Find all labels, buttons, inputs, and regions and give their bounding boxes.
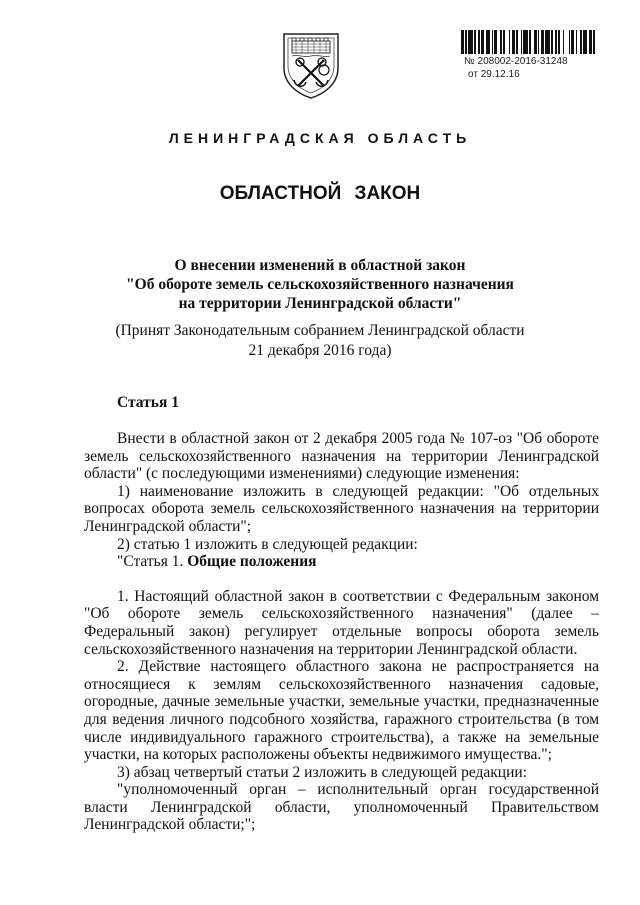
law-title [0,256,640,313]
law-title-line: О внесении изменений в областной закон [174,257,466,274]
coat-of-arms-emblem [278,30,344,100]
registration-number: № 208002-2016-31248 [464,56,568,67]
paragraph: 1. Настоящий областной закон в соответствии с Федеральным законом "Об обороте земель сельскохозяйственного назначения" (далее – Федеральный закон) регулирует отдельные вопросы оборота земель сельскохозяйственного назначения на территории Ленинградской области. [84,587,599,658]
region-heading: ЛЕНИНГРАДСКАЯ ОБЛАСТЬ [168,130,472,146]
paragraph: Внести в областной закон от 2 декабря 2005 года № 107-оз "Об обороте земель сельскохозяйственного назначения на территории Ленинградской области" (с последующими изменениями) следующие изменения: [84,430,599,483]
article-heading: Статья 1 [117,394,179,411]
paragraph: 3) абзац четвертый статьи 2 изложить в следующей редакции: [117,763,527,781]
barcode-bar [595,30,598,54]
paragraph: 1) наименование изложить в следующей редакции: "Об отдельных вопросах оборота земель сельскохозяйственного назначения на территории Ленинградской области"; [84,482,599,535]
section-title: Общие положения [187,553,317,571]
adoption-note [0,321,640,361]
adoption-note-line: (Принят Законодательным собранием Ленинградской области [115,322,525,339]
paragraph-prefix: "Статья 1. [117,553,188,571]
coat-of-arms-icon [278,30,344,100]
paragraph [84,553,599,571]
paragraph: 2. Действие настоящего областного закона не распространяется на относящиеся к землям сельскохозяйственного назначения садовые, огородные, дачные земельные участки, земельные участки, предназначенные для ведения личного подсобного хозяйства, гаражного строительства (в том числе индивидуального гаражного строительства), а также на земельные участки, на которых расположены объекты недвижимого имущества."; [84,658,599,764]
paragraph: "уполномоченный орган – исполнительный орган государственной власти Ленинградской области, уполномоченный Правительством Ленинградской области;"; [84,781,599,834]
law-body [84,430,599,834]
paragraph: 2) статью 1 изложить в следующей редакции: [117,535,418,553]
barcode-icon [461,30,598,54]
registration-date: от 29.12.16 [468,69,520,80]
adoption-note-line: 21 декабря 2016 года) [248,342,392,359]
law-type-heading: ОБЛАСТНОЙ ЗАКОН [219,183,421,204]
law-title-line: на территории Ленинградской области" [178,295,462,312]
law-title-line: "Об обороте земель сельскохозяйственного назначения [126,276,514,293]
